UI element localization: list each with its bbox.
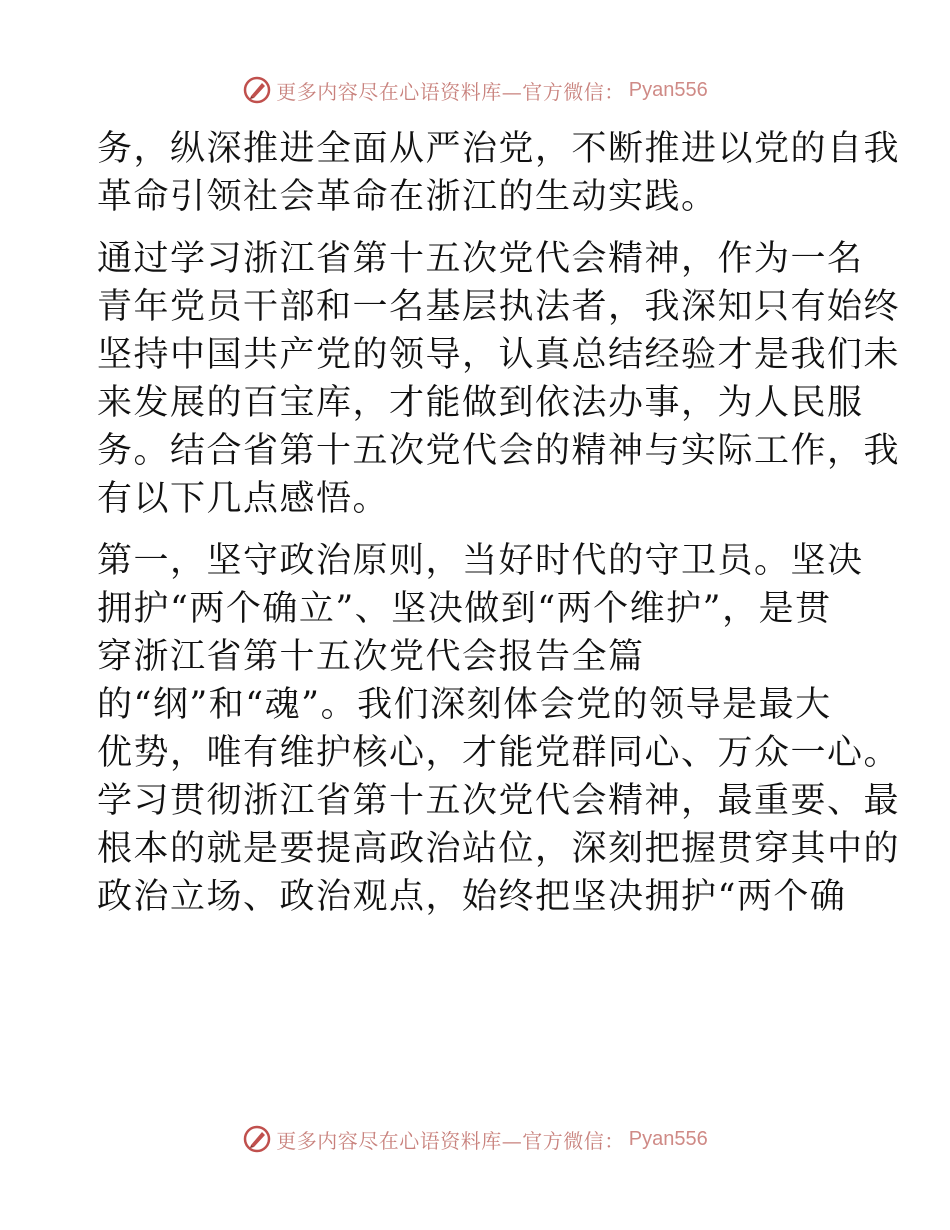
- text-line: 坚持中国共产党的领导，认真总结经验才是我们未: [97, 335, 901, 375]
- text-line: 青年党员干部和一名基层执法者，我深知只有始终: [97, 287, 901, 327]
- text-line: 通过学习浙江省第十五次党代会精神，作为一名: [97, 239, 864, 279]
- text-line: 的“纲”和“魂”。我们深刻体会党的领导是最大: [97, 685, 832, 725]
- watermark-handle: Pyan556: [628, 78, 708, 101]
- paragraph-2: [97, 235, 901, 523]
- text-line: 拥护“两个确立”、坚决做到“两个维护”，是贯: [97, 589, 832, 629]
- text-line: 务，纵深推进全面从严治党，不断推进以党的自我: [97, 129, 901, 169]
- text-line: 革命引领社会革命在浙江的生动实践。: [97, 177, 718, 217]
- text-line: 务。结合省第十五次党代会的精神与实际工作，我: [97, 431, 901, 471]
- text-line: 学习贯彻浙江省第十五次党代会精神，最重要、最: [97, 781, 901, 821]
- text-line: 穿浙江省第十五次党代会报告全篇: [97, 637, 645, 677]
- pen-logo-icon: [242, 75, 272, 105]
- text-line: 来发展的百宝库，才能做到依法办事，为人民服: [97, 383, 864, 423]
- document-body: [97, 125, 901, 921]
- watermark-text: 更多内容尽在心语资料库—官方微信：: [276, 1128, 625, 1153]
- text-line: 政治立场、政治观点，始终把坚决拥护“两个确: [97, 877, 847, 917]
- text-line: 优势，唯有维护核心，才能党群同心、万众一心。: [97, 733, 901, 773]
- text-line: 根本的就是要提高政治站位，深刻把握贯穿其中的: [97, 829, 901, 869]
- text-line: 第一，坚守政治原则，当好时代的守卫员。坚决: [97, 541, 864, 581]
- watermark-text: 更多内容尽在心语资料库—官方微信：: [276, 79, 625, 104]
- footer-watermark: [0, 1124, 950, 1154]
- header-watermark: [0, 75, 950, 105]
- pen-logo-icon: [242, 1124, 272, 1154]
- text-line: 有以下几点感悟。: [97, 479, 390, 519]
- watermark-handle: Pyan556: [628, 1127, 708, 1150]
- paragraph-1: [97, 125, 901, 221]
- paragraph-3: [97, 537, 901, 921]
